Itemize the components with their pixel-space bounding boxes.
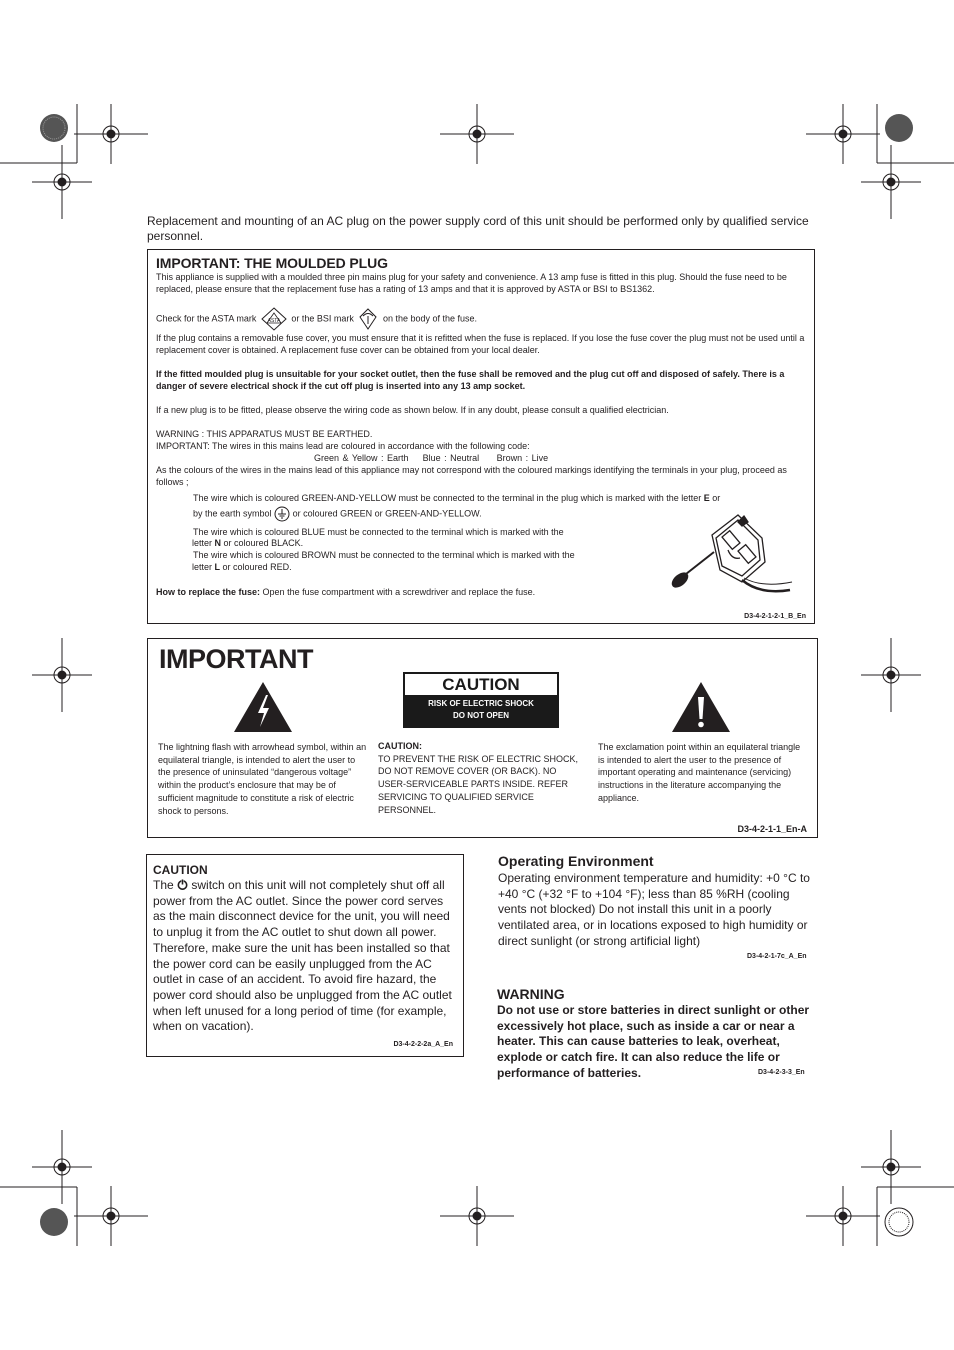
lightning-triangle-icon [233,681,293,733]
how-to-bold: How to replace the fuse: [156,587,261,597]
caution-box-heading: CAUTION [153,863,208,877]
blue-line1: The wire which is coloured BLUE must be connected to the terminal which is marked with the [193,527,564,537]
on-body-text: on the body of the fuse. [382,313,478,324]
exclamation-text: The exclamation point within an equilateral triangle is intended to alert the user to the presence of important operating and maintenance (servicing) instructions in the literature accompanying the appliance. [598,742,801,803]
brown-line2 [192,561,662,573]
code-live: Brown : Live [496,453,549,463]
caution-label-sub [403,698,559,722]
brown-line1: The wire which is coloured BROWN must be connected to the terminal which is marked with the [193,550,575,560]
important-wires: IMPORTANT: The wires in this mains lead are coloured in accordance with the following code: [156,441,530,451]
caution-box-text-body: switch on this unit will not completely shut off all power from the AC outlet. Since the power cord serves as the main disconnect device for the unit, you will need to unplug it from the AC outlet to shut down all power. Therefore, make sure the unit has been installed so that the power cord can be easily unplugged from the AC outlet in case of an accident. To avoid fire hazard, the power cord should also be unplugged from the AC outlet when left unused for a long period of time (for example, when on vacation). [153,878,452,1034]
blue-letter-post: or coloured BLACK. [223,538,304,548]
caution-box-text [153,878,458,1035]
check-asta-text: Check for the ASTA mark [156,313,257,324]
how-to-text: Open the fuse compartment with a screwdriver and replace the fuse. [262,587,536,597]
important-box [147,638,818,838]
caution-box-text-pre: The [153,878,174,892]
earth-symbol-icon [274,506,290,522]
brown-letter-pre: letter [192,562,213,572]
moulded-plug-heading: IMPORTANT: THE MOULDED PLUG [156,255,388,271]
caution-box [146,854,464,1057]
gy-line1 [193,492,813,504]
power-standby-icon [177,879,188,890]
or-bsi-text: or the BSI mark [291,313,354,324]
gy-line1-post: or [712,493,721,503]
fuse-mark-line [156,307,811,325]
gy-line2-post: or coloured GREEN or GREEN-AND-YELLOW. [292,508,482,519]
caution-box-ref: D3-4-2-2-2a_A_En [393,1041,453,1048]
moulded-plug-box [147,249,815,624]
exclamation-triangle-icon [671,681,731,733]
caution-label-title: CAUTION [405,674,557,695]
important-title: IMPORTANT [159,644,313,674]
caution-label [403,672,559,728]
gy-line2 [193,506,693,522]
code-neutral: Blue : Neutral [422,453,480,463]
warning-text: Do not use or store batteries in direct sunlight or other excessively hot place, such as inside a car or near a heater. This can cause batteries to leak, overheat, explode or catch fire. It can also reduce the life or performance of batteries. [497,1003,810,1080]
operating-env-heading: Operating Environment [498,853,654,869]
how-to-replace [156,586,606,598]
moulded-plug-p2: If the plug contains a removable fuse cover, you must ensure that it is refitted when the fuse is replaced. If you lose the fuse cover the plug must not be used until a replacement cover is obtained. A replacement fuse cover can be obtained from your local dealer. [156,333,805,355]
operating-env-text: Operating environment temperature and humidity: +0 °C to +40 °C (+32 °F to +104 °F); less than 85 %RH (cooling vents not blocked) Do not install this unit in a poorly ventilated area, or in locations exposed to high humidity or direct sunlight (or strong artificial light) [498,871,810,948]
gy-letter: E [703,493,710,503]
plug-screwdriver-illustration [670,510,795,600]
blue-letter-pre: letter [192,538,213,548]
brown-letter-post: or coloured RED. [222,562,292,572]
moulded-plug-p1: This appliance is supplied with a moulded three pin mains plug for your safety and convenience. A 13 amp fuse is fitted in this plug. Should the fuse need to be replaced, please ensure that the replacement fuse has a rating of 13 amps and that it is approved by ASTA or BSI to BS1362. [156,272,787,294]
warning-earthed: WARNING : THIS APPARATUS MUST BE EARTHED. [156,429,373,439]
wire-code-line [314,452,614,464]
bsi-kitemark-icon [358,308,378,330]
lightning-text: The lightning flash with arrowhead symbol, within an equilateral triangle, is intended to alert the user to the presence of uninsulated “dangerous voltage” within the product’s enclosure that may be of sufficient magnitude to constitute a risk of electric shock to persons. [158,742,367,816]
asta-mark-icon [261,307,287,331]
moulded-plug-p4: If a new plug is to be fitted, please observe the wiring code as shown below. If in any doubt, please consult a qualified electrician. [156,405,669,415]
caution-column-heading: CAUTION: [378,741,422,751]
operating-env-ref: D3-4-2-1-7c_A_En [747,953,807,960]
caution-column [378,740,583,816]
moulded-plug-ref: D3-4-2-1-2-1_B_En [744,613,806,620]
blue-line2 [192,537,662,549]
intro-text: Replacement and mounting of an AC plug on the power supply cord of this unit should be performed only by qualified service personnel. [147,214,809,243]
moulded-plug-p3: If the fitted moulded plug is unsuitable for your socket outlet, then the fuse shall be removed and the plug cut off and disposed of safely. There is a danger of severe electrical shock if the cut off plug is inserted into any 13 amp socket. [156,369,785,391]
blue-letter: N [214,538,222,548]
gy-line2-text: by the earth symbol [193,508,272,519]
gy-line1-text: The wire which is coloured GREEN-AND-YELLOW must be connected to the terminal in the plug which is marked with the letter [193,493,702,503]
caution-column-text: TO PREVENT THE RISK OF ELECTRIC SHOCK, DO NOT REMOVE COVER (OR BACK). NO USER-SERVICEABLE PARTS INSIDE. REFER SERVICING TO QUALIFIED SERVICE PERSONNEL. [378,753,579,815]
warning-heading: WARNING [497,986,565,1002]
risk-line1: RISK OF ELECTRIC SHOCK [428,699,534,708]
important-ref: D3-4-2-1-1_En-A [737,824,807,834]
brown-letter: L [214,562,221,572]
asta-logo-text: ASTA [267,318,281,324]
warning-ref: D3-4-2-3-3_En [758,1069,805,1076]
code-earth: Green & Yellow : Earth [314,453,409,463]
risk-line2: DO NOT OPEN [452,711,509,720]
as-colours-text: As the colours of the wires in the mains lead of this appliance may not correspond with the coloured markings identifying the terminals in your plug, proceed as follows ; [156,465,787,487]
